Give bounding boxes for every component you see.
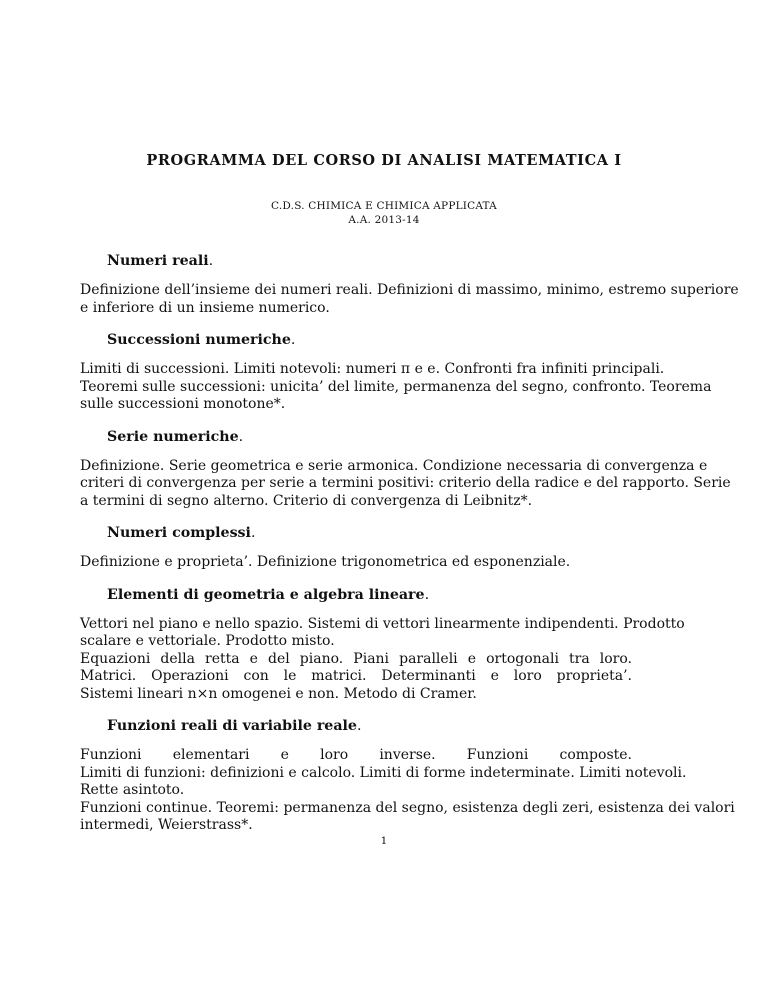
section-heading: Serie numeriche. [107,428,244,445]
academic-year: A.A. 2013-14 [348,214,420,226]
section-heading: Elementi di geometria e algebra lineare. [107,586,430,603]
section-body [80,554,632,572]
section-heading-text: Numeri complessi [107,525,251,541]
syllabus-section [80,331,712,414]
section-heading-text: Funzioni reali di variabile reale [107,718,357,734]
syllabus-section [80,717,735,835]
section-text-line: sulle successioni monotone*. [80,396,286,412]
syllabus-section [80,252,739,317]
syllabus-section [80,428,731,511]
course-of-study: C.D.S. CHIMICA E CHIMICA APPLICATA [271,200,497,212]
section-heading: Numeri reali. [107,253,214,269]
page-number: 1 [380,835,388,847]
section-text-line: Sistemi lineari n×n omogenei e non. Metodo di Cramer. [80,685,477,702]
section-body [80,282,739,317]
section-body [80,361,712,414]
section-text-line: Definizione dell’insieme dei numeri reali. Definizioni di massimo, minimo, estremo superiore [80,282,739,298]
document-title: PROGRAMMA DEL CORSO DI ANALISI MATEMATICA I [146,152,622,169]
section-text-line: scalare e vettoriale. Prodotto misto. [80,633,335,649]
section-text-line: Matrici. Operazioni con le matrici. Determinanti e loro proprieta’. [80,668,632,684]
section-text-line: Vettori nel piano e nello spazio. Sistemi di vettori linearmente indipendenti. Prodotto [80,615,685,632]
section-text-line: Definizione. Serie geometrica e serie armonica. Condizione necessaria di convergenza e [80,457,708,474]
section-text-line: Limiti di successioni. Limiti notevoli: numeri π e e. Confronti fra infiniti principali. [80,361,665,377]
syllabus-section [80,524,632,572]
section-text-line: Rette asintoto. [80,782,185,798]
section-text-line: Equazioni della retta e del piano. Piani paralleli e ortogonali tra loro. [80,650,632,667]
section-heading-text: Serie numeriche [107,428,239,445]
section-text-line: criteri di convergenza per serie a termini positivi: criterio della radice e del rapporto. Serie [80,475,731,491]
section-text-line: intermedi, Weierstrass*. [80,817,253,833]
section-heading: Funzioni reali di variabile reale. [107,718,362,734]
section-body [80,747,735,835]
section-text-line: a termini di segno alterno. Criterio di convergenza di Leibnitz*. [80,492,533,509]
section-text-line: Funzioni continue. Teoremi: permanenza del segno, esistenza degli zeri, esistenza dei valori [80,799,735,816]
section-heading: Successioni numeriche. [107,332,296,348]
syllabus-section [80,586,685,704]
section-text-line: Funzioni elementari e loro inverse. Funzioni composte. [80,747,632,763]
section-heading-text: Successioni numeriche [107,332,291,348]
section-body [80,615,685,704]
section-heading-text: Numeri reali [107,253,209,269]
section-heading: Numeri complessi. [107,525,256,541]
section-heading-text: Elementi di geometria e algebra lineare [107,586,425,603]
syllabus-content [80,252,739,849]
section-body [80,457,731,511]
section-text-line: e inferiore di un insieme numerico. [80,299,330,316]
section-text-line: Teoremi sulle successioni: unicita’ del limite, permanenza del segno, confronto. Teorema [80,378,712,395]
section-text-line: Limiti di funzioni: definizioni e calcolo. Limiti di forme indeterminate. Limiti notevoli. [80,764,687,781]
section-text-line: Definizione e proprieta’. Definizione trigonometrica ed esponenziale. [80,554,571,570]
